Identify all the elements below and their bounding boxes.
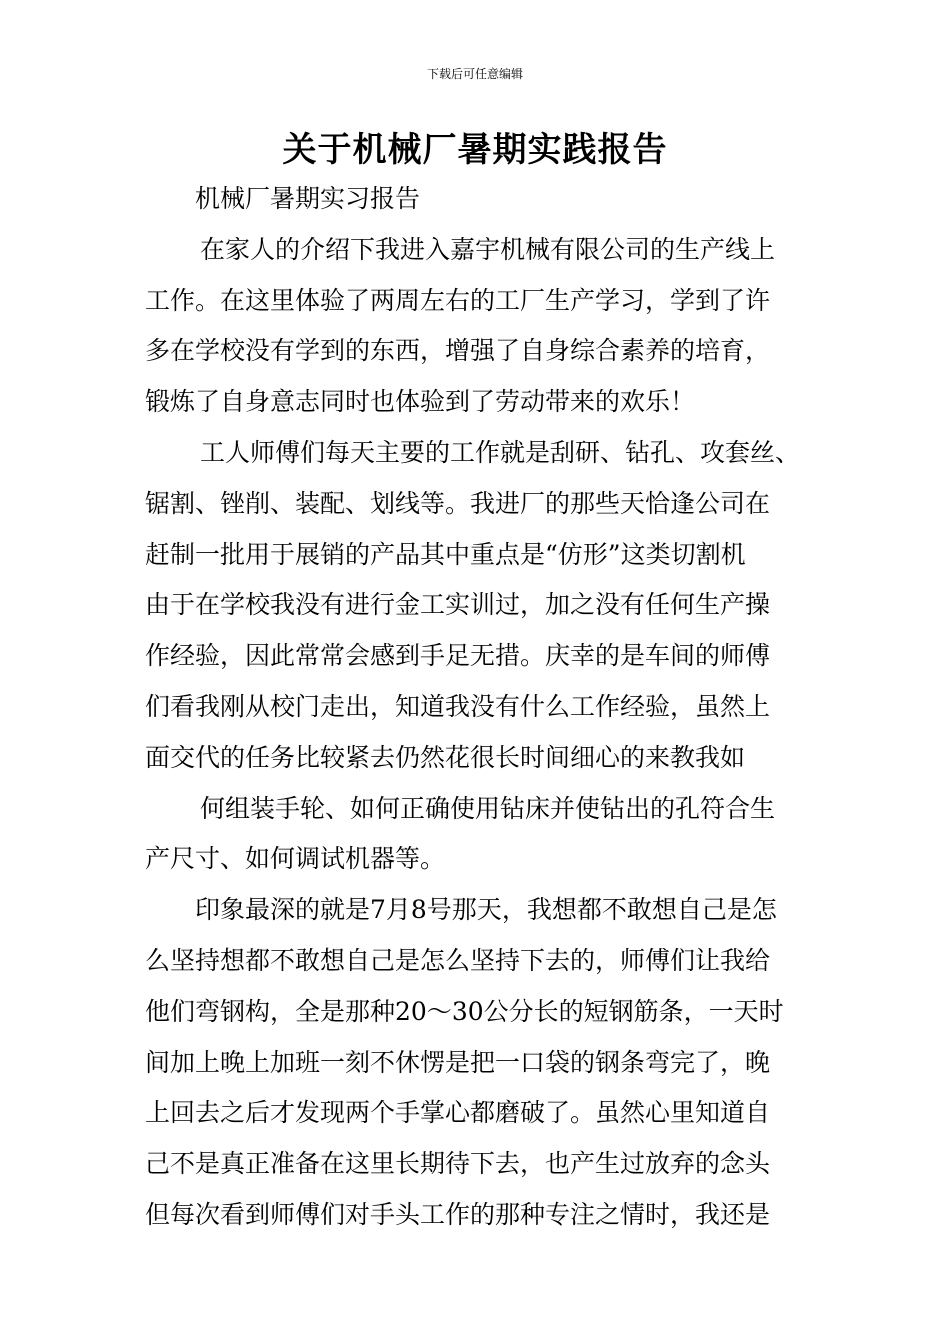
paragraph-line: 锯割、锉削、装配、划线等。我进厂的那些天恰逢公司在 (145, 488, 771, 518)
paragraph-line: 工作。在这里体验了两周左右的工厂生产学习，学到了许 (145, 285, 771, 315)
paragraph-line: 作经验，因此常常会感到手足无措。庆幸的是车间的师傅 (145, 641, 771, 671)
paragraph-line: 上回去之后才发现两个手掌心都磨破了。虽然心里知道自 (145, 1098, 771, 1128)
paragraph-line: 么坚持想都不敢想自己是怎么坚持下去的，师傅们让我给 (145, 945, 771, 975)
paragraph-line: 锻炼了自身意志同时也体验到了劳动带来的欢乐！ (145, 387, 696, 417)
subtitle-line: 机械厂暑期实习报告 (195, 184, 421, 213)
paragraph-line: 由于在学校我没有进行金工实训过，加之没有任何生产操 (145, 590, 771, 620)
paragraph-line: 己不是真正准备在这里长期待下去，也产生过放弃的念头 (145, 1149, 771, 1179)
paragraph-line: 工人师傅们每天主要的工作就是刮研、钻孔、攻套丝、 (200, 437, 801, 467)
header-note: 下载后可任意编辑 (426, 67, 523, 81)
paragraph-line: 产尺寸、如何调试机器等。 (145, 844, 446, 874)
paragraph-line: 印象最深的就是7月8号那天，我想都不敢想自己是怎 (195, 895, 777, 925)
paragraph-line: 在家人的介绍下我进入嘉宇机械有限公司的生产线上 (200, 234, 776, 264)
paragraph-line: 但每次看到师傅们对手头工作的那种专注之情时，我还是 (145, 1199, 771, 1229)
paragraph-line: 何组装手轮、如何正确使用钻床并使钻出的孔符合生 (200, 793, 776, 823)
paragraph-line: 面交代的任务比较紧去仍然花很长时间细心的来教我如 (145, 742, 746, 772)
paragraph-line: 他们弯钢构，全是那种20～30公分长的短钢筋条，一天时 (145, 996, 784, 1026)
document-body (145, 174, 835, 1241)
paragraph-line: 多在学校没有学到的东西，增强了自身综合素养的培育， (145, 336, 771, 366)
paragraph-line: 们看我刚从校门走出，知道我没有什么工作经验，虽然上 (145, 691, 771, 721)
paragraph-line: 间加上晚上加班一刻不休愣是把一口袋的钢条弯完了，晚 (145, 1047, 771, 1077)
document-title: 关于机械厂暑期实践报告 (282, 130, 668, 170)
paragraph-line: 赶制一批用于展销的产品其中重点是“仿形”这类切割机 (145, 539, 746, 569)
